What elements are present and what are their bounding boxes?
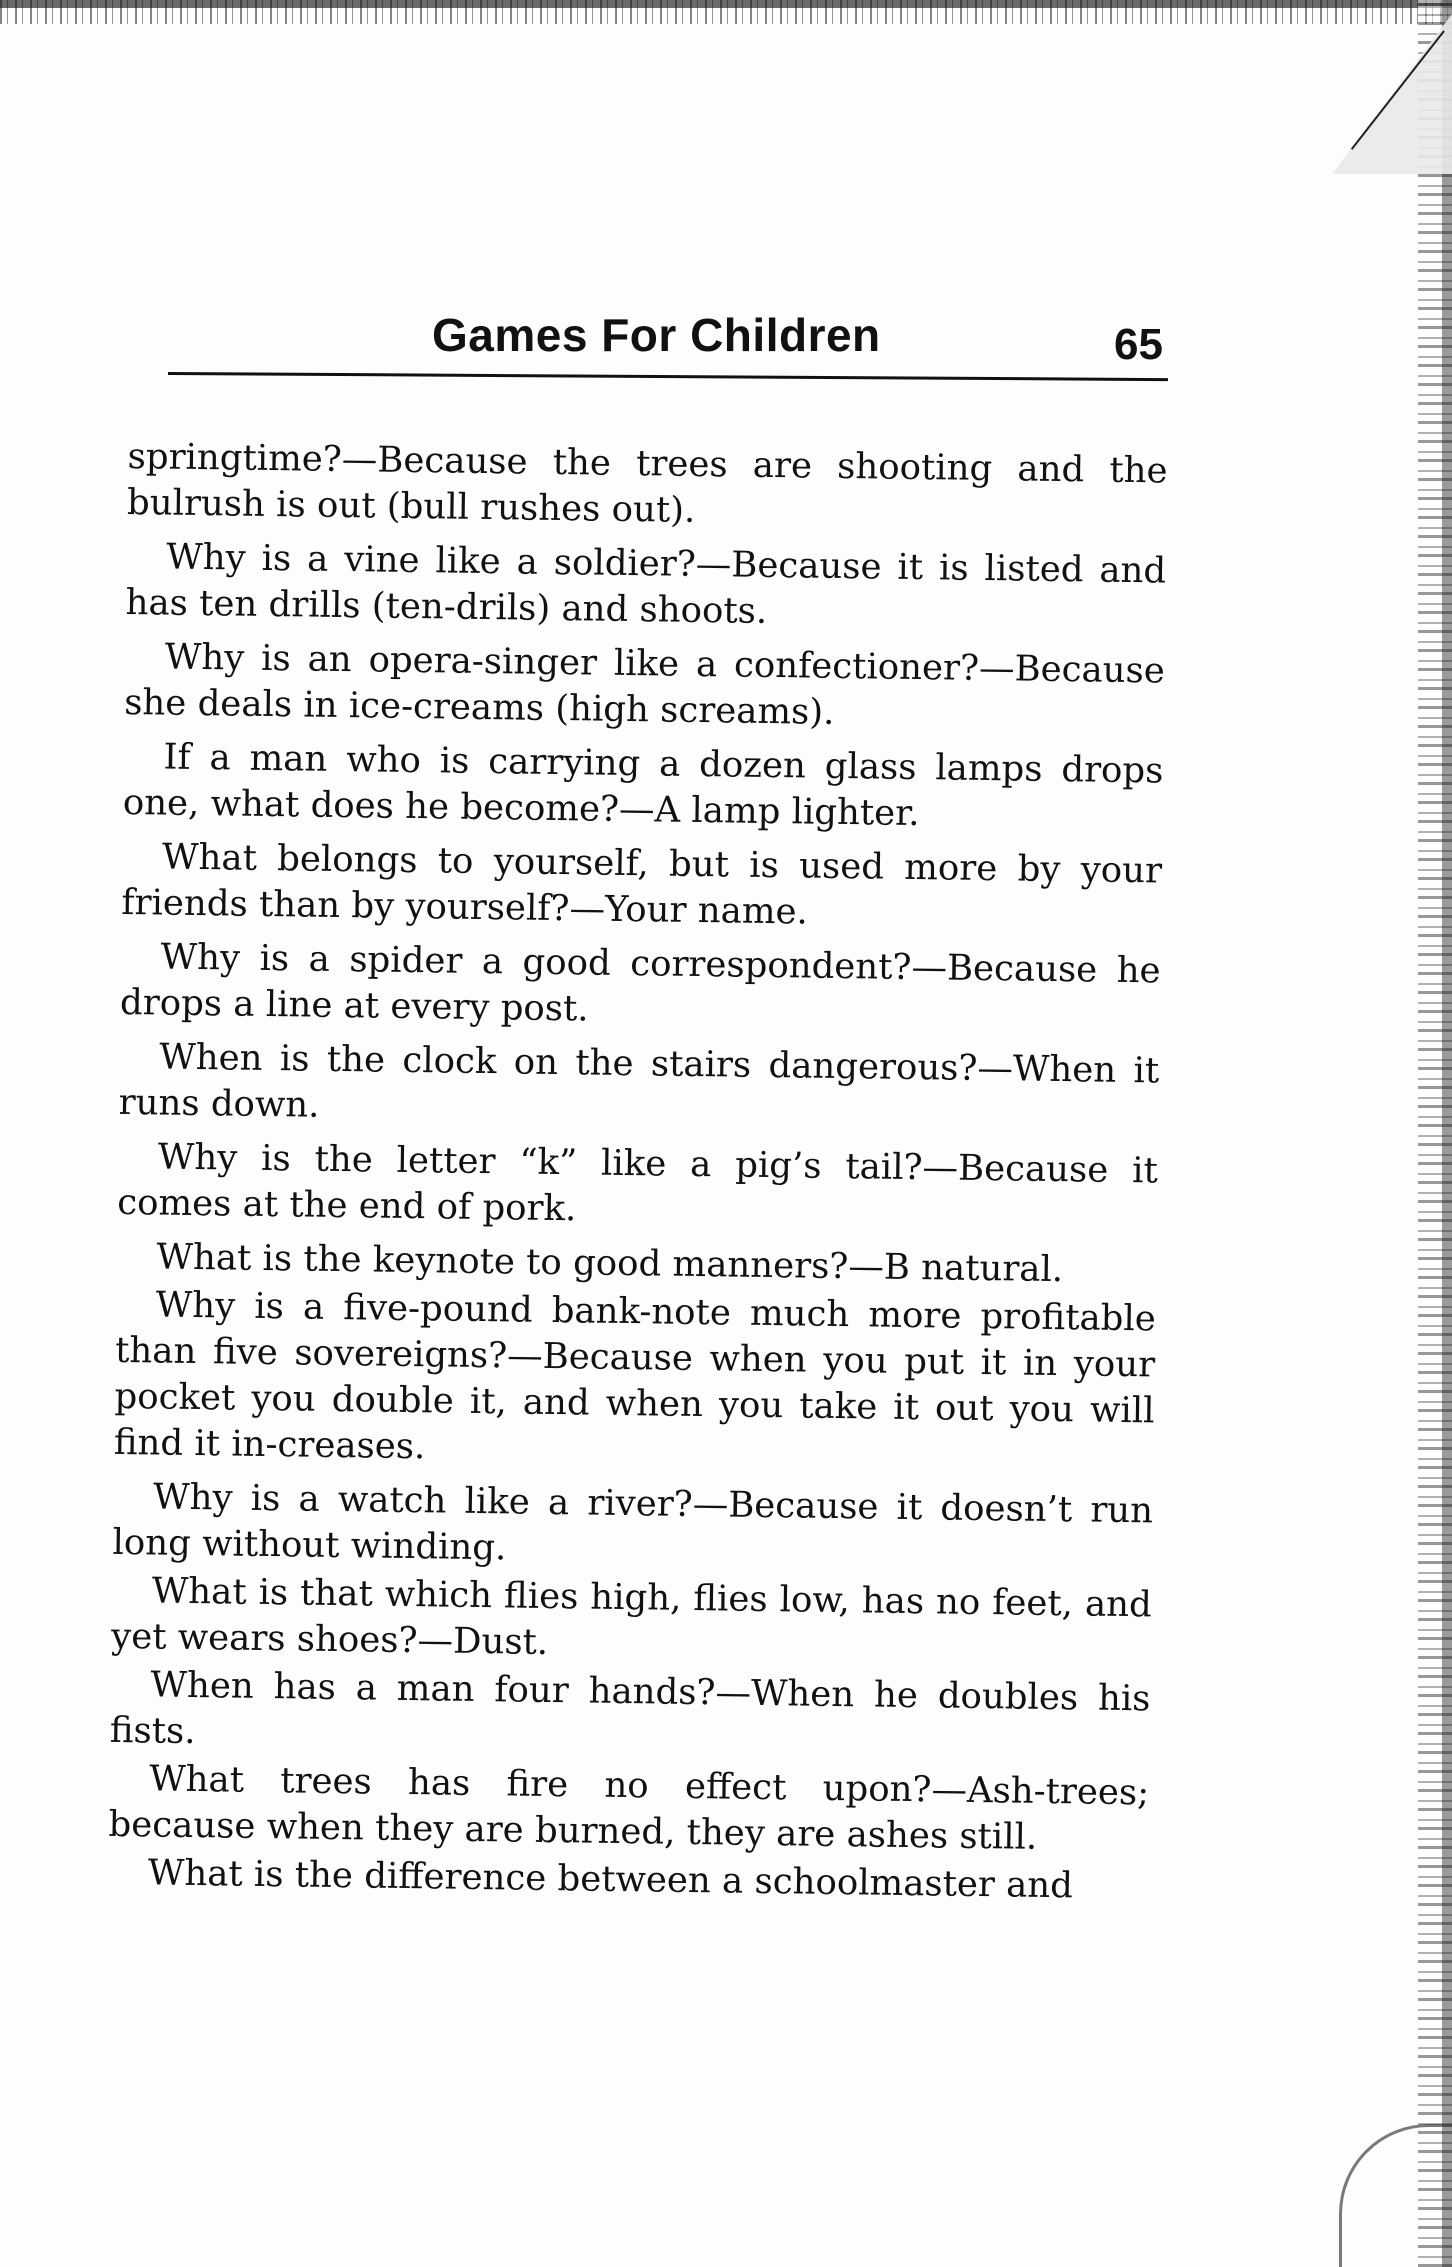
- paragraph: If a man who is carrying a dozen glass lamps drops one, what does he become?—A lamp lighter.: [122, 736, 1164, 835]
- paragraph: springtime?—Because the trees are shooting and the bulrush is out (bull rushes out).: [126, 435, 1168, 531]
- paragraph: Why is a vine like a soldier?—Because it is listed and has ten drills (ten-drils) and shoots.: [125, 536, 1167, 632]
- page-number: 65: [1114, 320, 1163, 369]
- paragraph: What trees has fire no effect upon?—Ash-trees; because when they are burned, they are ashes still.: [108, 1758, 1150, 1858]
- header-rule: [168, 372, 1168, 381]
- paragraph: What belongs to yourself, but is used more by your friends than by yourself?—Your name.: [121, 836, 1163, 933]
- paragraph: When has a man four hands?—When he doubles his fists.: [109, 1664, 1151, 1753]
- paragraph: Why is a five-pound bank-note much more profitable than five sovereigns?—Because when you put it in your pocket you double it, and when you take it out you will find it in-creases.: [113, 1284, 1157, 1468]
- scan-edge-right-dark: [1442, 0, 1452, 2267]
- body-text: [107, 434, 1167, 1918]
- paragraph: When is the clock on the stairs dangerous?—When it runs down.: [118, 1036, 1160, 1126]
- running-title: Games For Children: [432, 309, 881, 361]
- page-corner-bottom-curl: [1339, 2124, 1452, 2267]
- paragraph: What is the difference between a schoolmaster and: [147, 1852, 1074, 1907]
- running-header: [168, 304, 1168, 388]
- paragraph: What is that which flies high, flies low, has no feet, and yet wears shoes?—Dust.: [110, 1570, 1153, 1663]
- paragraph: Why is the letter “k” like a pig’s tail?—Because it comes at the end of pork.: [116, 1136, 1159, 1230]
- paragraph: Why is a spider a good correspondent?—Because he drops a line at every post.: [119, 936, 1161, 1030]
- paragraph: What is the keynote to good manners?—B natural.: [156, 1236, 1064, 1291]
- paragraph: Why is a watch like a river?—Because it doesn’t run long without winding.: [112, 1476, 1154, 1569]
- scan-edge-top-dark: [0, 0, 1452, 8]
- paragraph: Why is an opera-singer like a confectioner?—Because she deals in ice-creams (high screams).: [123, 636, 1166, 733]
